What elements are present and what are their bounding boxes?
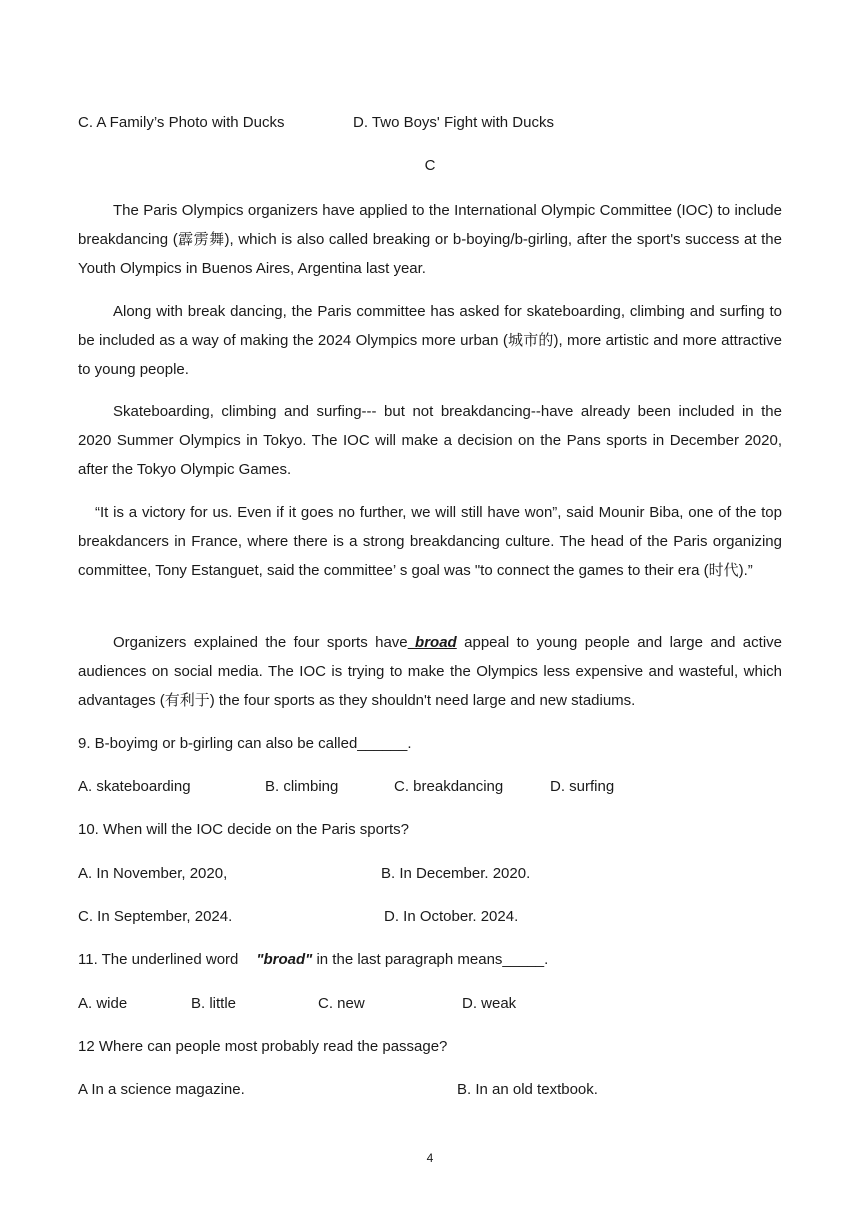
question-11-stem [78, 950, 548, 970]
underlined-word-broad: broad [407, 634, 457, 651]
question-11-keyword: "broad" [256, 951, 313, 968]
question-12-stem: 12 Where can people most probably read the passage? [78, 1038, 448, 1055]
question-10-option-a: A. In November, 2020, [78, 865, 228, 882]
question-10-option-c: C. In September, 2024. [78, 908, 233, 925]
question-12-option-b: B. In an old textbook. [457, 1081, 598, 1098]
question-9-option-c: C. breakdancing [394, 778, 504, 795]
question-11-option-b: B. little [191, 995, 237, 1012]
question-12-option-a: A In a science magazine. [78, 1081, 245, 1098]
question-11-option-d: D. weak [462, 995, 517, 1012]
question-9-option-a: A. skateboarding [78, 778, 191, 795]
prev-option-c: C. A Family’s Photo with Ducks [78, 114, 285, 131]
passage-paragraph-3: Skateboarding, climbing and surfing--- but not breakdancing--have already been included in the 2020 Summer Olympics in Tokyo. The IOC will make a decision on the Pans sports in December 2020, after the Tokyo Olympic Games. [78, 403, 782, 478]
question-11-option-a: A. wide [78, 995, 128, 1012]
question-11-option-c: C. new [318, 995, 365, 1012]
question-10-option-d: D. In October. 2024. [384, 908, 519, 925]
section-label: C [424, 157, 436, 174]
question-9-option-b: B. climbing [265, 778, 339, 795]
passage-paragraph-4: “It is a victory for us. Even if it goes no further, we will still have won”, said Mounir Biba, one of the top breakdancers in France, where there is a strong breakdancing culture. The head of the Paris organizing committee, Tony Estanguet, said the committee’ s goal was "to connect the games to their era (时代).” [78, 504, 782, 579]
page-number: 4 [426, 1151, 434, 1165]
paragraph-5-text-after: appeal to young people and large and active audiences on social media. The IOC is trying to make the Olympics less expensive and wasteful, which advantages (有利于) the four sports as they shouldn't need large and new stadiums. [78, 634, 782, 709]
question-11-stem-before: 11. The underlined word [78, 951, 239, 968]
question-9-option-d: D. surfing [550, 778, 615, 795]
passage-paragraph-5 [78, 628, 782, 715]
question-10-stem: 10. When will the IOC decide on the Paris sports? [78, 821, 409, 838]
passage-paragraph-1: The Paris Olympics organizers have applied to the International Olympic Committee (IOC) to include breakdancing (霹雳舞), which is also called breaking or b-boying/b-girling, after the sport's success at the Youth Olympics in Buenos Aires, Argentina last year. [78, 202, 782, 277]
question-11-stem-after: in the last paragraph means_____. [316, 951, 549, 968]
passage-paragraph-2: Along with break dancing, the Paris committee has asked for skateboarding, climbing and surfing to be included as a way of making the 2024 Olympics more urban (城市的), more artistic and more attractive to young people. [78, 303, 782, 378]
question-10-option-b: B. In December. 2020. [381, 865, 531, 882]
question-9-stem: 9. B-boyimg or b-girling can also be called______. [78, 735, 412, 752]
prev-option-d: D. Two Boys' Fight with Ducks [353, 114, 554, 131]
paragraph-5-text-before: Organizers explained the four sports have [113, 634, 408, 651]
